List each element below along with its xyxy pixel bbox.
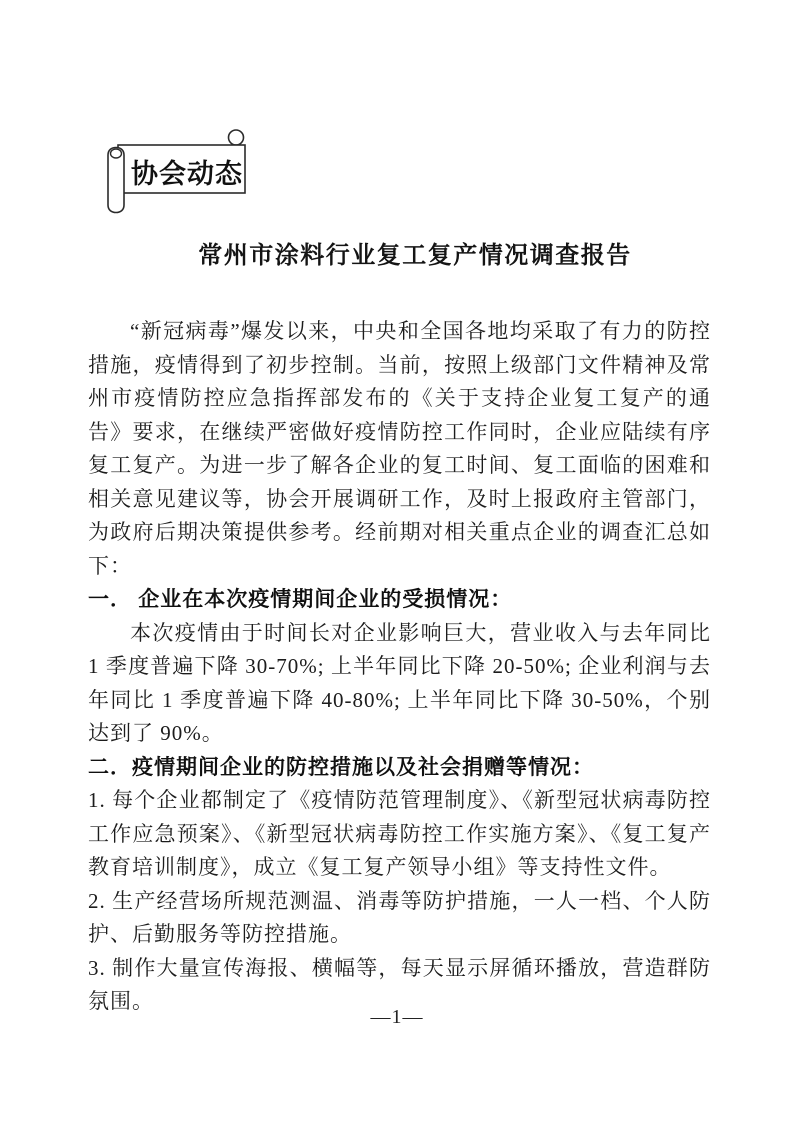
section-heading: 二．疫情期间企业的防控措施以及社会捐赠等情况：: [88, 754, 594, 779]
body-paragraph: 本次疫情由于时间长对企业影响巨大，营业收入与去年同比 1 季度普遍下降 30-70%; 上半年同比下降 20-50%; 企业利润与去年同比 1 季度普遍下降 40-80%; 上半年同比下降 30-50%，个别达到了 90%。: [88, 620, 711, 745]
section-heading: 一． 企业在本次疫情期间企业的受损情况：: [88, 587, 513, 611]
association-news-banner: [105, 124, 257, 230]
body-paragraph: “新冠病毒”爆发以来，中央和全国各地均采取了有力的防控措施，疫情得到了初步控制。当前，按照上级部门文件精神及常州市疫情防控应急指挥部发布的《关于支持企业复工复产的通告》要求，在继续严密做好疫情防控工作同时，企业应陆续有序复工复产。为进一步了解各企业的复工时间、复工面临的困难和相关意见建议等，协会开展调研工作，及时上报政府主管部门，为政府后期决策提供参考。经前期对相关重点企业的调查汇总如下：: [88, 319, 711, 578]
numbered-item: 3. 制作大量宣传海报、横幅等，每天显示屏循环播放，营造群防氛围。: [88, 955, 711, 1013]
page-title: 常州市涂料行业复工复产情况调查报告: [198, 243, 632, 269]
page-number: —1—: [370, 1006, 424, 1028]
banner-label: 协会动态: [131, 159, 243, 189]
numbered-item: 1. 每个企业都制定了《疫情防范管理制度》、《新型冠状病毒防控工作应急预案》、《新型冠状病毒防控工作实施方案》、《复工复产教育培训制度》，成立《复工复产领导小组》等支持性文件。: [88, 788, 711, 879]
document-body: [88, 315, 711, 1019]
numbered-item: 2. 生产经营场所规范测温、消毒等防护措施，一人一档、个人防护、后勤服务等防控措施。: [88, 888, 711, 946]
